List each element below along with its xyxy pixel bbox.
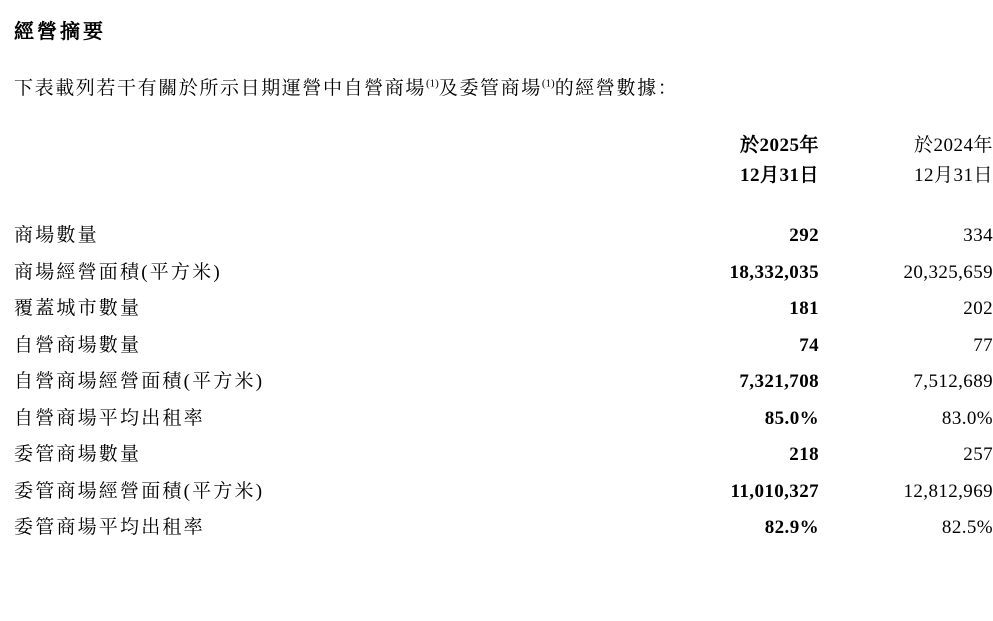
- row-current-value: 292: [789, 225, 819, 247]
- table-row: [14, 255, 993, 292]
- row-label: 商場數量: [14, 225, 99, 247]
- row-label: 覆蓋城市數量: [14, 298, 142, 320]
- row-previous-value: 83.0%: [941, 407, 993, 429]
- intro-text-before: 下表載列若干有關於所示日期運營中自營商場: [14, 78, 427, 99]
- table-row: [14, 218, 993, 255]
- row-label: 自營商場平均出租率: [14, 407, 205, 429]
- row-current-value: 218: [789, 444, 819, 466]
- table-row: [14, 328, 993, 365]
- row-previous-value: 202: [963, 298, 993, 320]
- header-current-line2: 12月31日: [739, 164, 819, 186]
- page-title: 經營摘要: [14, 21, 106, 43]
- table-row: [14, 291, 993, 328]
- row-label: 委管商場經營面積(平方米): [14, 480, 265, 502]
- header-current-line1: 於2025年: [739, 135, 819, 157]
- row-previous-value: 77: [973, 334, 993, 356]
- intro-text-middle: 及委管商場: [438, 78, 542, 99]
- table-body: [14, 194, 993, 547]
- table-row: [14, 474, 993, 511]
- footnote-marker-2: (1): [541, 77, 555, 90]
- header-previous-line1: 於2024年: [913, 135, 993, 157]
- row-current-value: 7,321,708: [739, 371, 819, 393]
- header-previous-period: [819, 131, 993, 194]
- header-previous-line2: 12月31日: [913, 164, 993, 186]
- row-label: 商場經營面積(平方米): [14, 261, 222, 283]
- row-current-value: 181: [789, 298, 819, 320]
- table-header-row: [14, 131, 993, 194]
- footnote-marker-1: (1): [426, 77, 439, 90]
- row-current-value: 74: [799, 334, 819, 356]
- row-current-value: 11,010,327: [730, 480, 819, 502]
- intro-text-after: 的經營數據：: [554, 78, 679, 99]
- row-label: 委管商場平均出租率: [14, 517, 205, 539]
- row-label: 自營商場數量: [14, 334, 142, 356]
- row-current-value: 85.0%: [764, 407, 819, 429]
- table-row: [14, 364, 993, 401]
- row-previous-value: 257: [963, 444, 993, 466]
- row-previous-value: 12,812,969: [903, 480, 993, 502]
- header-current-period: [634, 131, 819, 194]
- header-spacer-row: [14, 194, 993, 218]
- table-row: [14, 437, 993, 474]
- row-previous-value: 20,325,659: [903, 261, 993, 283]
- document-page: [0, 18, 993, 621]
- table-row: [14, 510, 993, 547]
- operating-summary-table: [14, 131, 993, 546]
- table-row: [14, 401, 993, 438]
- row-previous-value: 334: [963, 225, 993, 247]
- intro-paragraph: [14, 72, 974, 105]
- row-current-value: 18,332,035: [729, 261, 819, 283]
- row-previous-value: 82.5%: [941, 517, 993, 539]
- row-current-value: 82.9%: [764, 517, 819, 539]
- row-label: 委管商場數量: [14, 444, 142, 466]
- header-label-blank: [14, 131, 634, 194]
- row-label: 自營商場經營面積(平方米): [14, 371, 265, 393]
- row-previous-value: 7,512,689: [913, 371, 993, 393]
